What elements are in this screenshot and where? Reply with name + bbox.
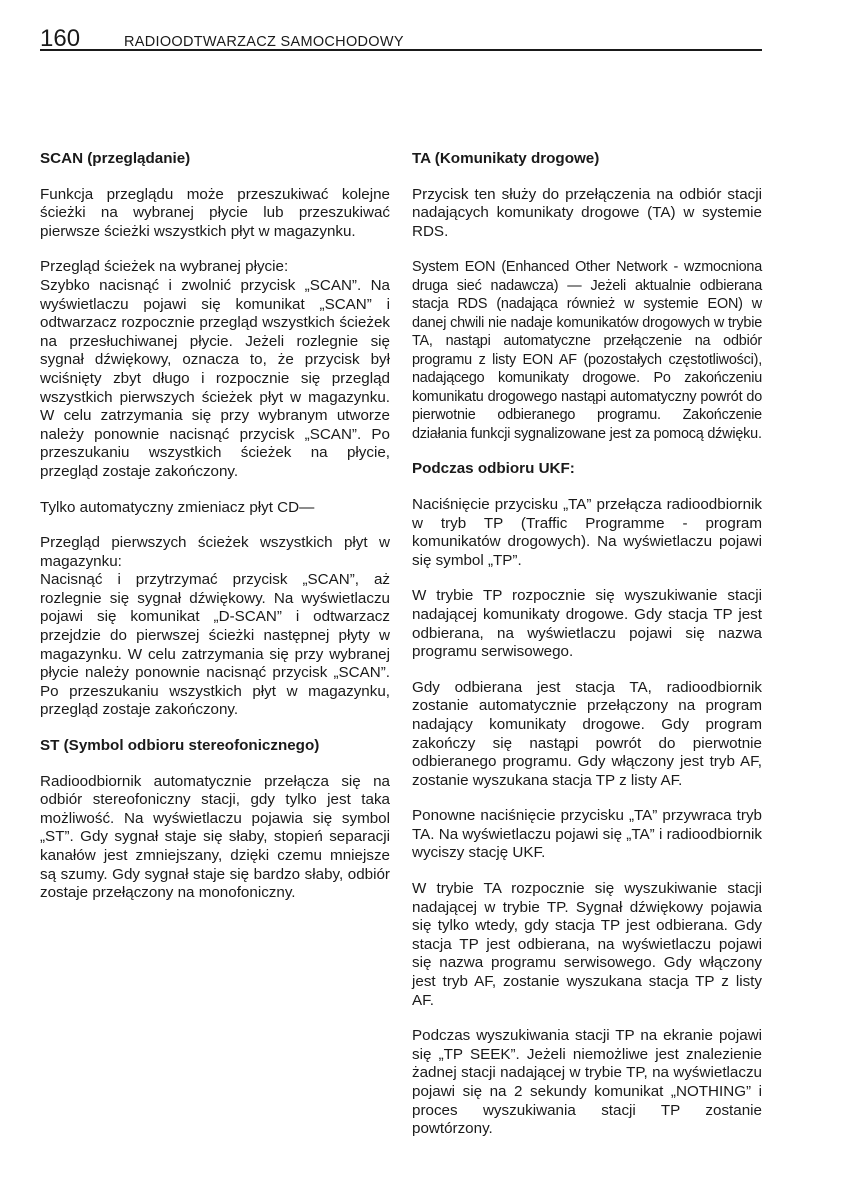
scan-paragraph-2-body: Szybko nacisnąć i zwolnić przycisk „SCAN”. Na wyświetlaczu pojawi się komunikat „SCAN” i odtwarzacz rozpocznie przegląd wszystkich ścieżek na przesłuchiwanej płycie. Jeżeli rozlegnie się sygnał dźwiękowy, oznacza to, że przycisk był wciśnięty zbyt długo i rozpocznie się przegląd wszystkich pierwszych ścieżek płyt w magazynku. W celu zatrzymania się przy wybranym utworze należy ponownie nacisnąć przycisk „SCAN”. Po przeszukaniu wszystkich ścieżek na płycie, przegląd zostaje zakończony. bbox=[40, 276, 390, 480]
running-title: RADIOODTWARZACZ SAMOCHODOWY bbox=[124, 34, 404, 50]
st-heading: ST (Symbol odbioru stereofonicznego) bbox=[40, 737, 320, 755]
eon-paragraph: System EON (Enhanced Other Network - wzmocniona druga sieć nadawcza) — Jeżeli aktualnie odbierana stacja RDS (nadająca również w systemie EON) w danej chwili nie nadaje komunikatów drogowych w trybie TA, nastąpi automatyczne przełączenie na odbiór programu z listy EON AF (pozostałych częstotliwości), nadającego komunikaty drogowe. Po zakończeniu komunikatu drogowego nastąpi automatyczny powrót do pierwotnie odbieranego programu. Zakończenie działania funkcji sygnalizowane jest za pomocą dźwięku. bbox=[412, 259, 762, 442]
ukf-paragraph-1: Naciśnięcie przycisku „TA” przełącza radioodbiornik w tryb TP (Traffic Programme - program komunikatów drogowych). Na wyświetlaczu pojawi się symbol „TP”. bbox=[412, 495, 762, 569]
scan-paragraph-4-title: Przegląd pierwszych ścieżek wszystkich płyt w magazynku: bbox=[40, 534, 390, 570]
header-rule bbox=[40, 49, 762, 51]
st-paragraph: Radioodbiornik automatycznie przełącza się na odbiór stereofoniczny stacji, gdy tylko jest taka możliwość. Na wyświetlaczu pojawia się symbol „ST”. Gdy sygnał staje się słaby, stopień separacji kanałów jest zmniejszany, dzięki czemu mniejsze są szumy. Gdy sygnał staje się bardzo słaby, odbiór zostaje przełączony na monofoniczny. bbox=[40, 772, 390, 902]
scan-paragraph-2-title: Przegląd ścieżek na wybranej płycie: bbox=[40, 258, 289, 276]
page-number: 160 bbox=[40, 25, 81, 52]
scan-paragraph-2 bbox=[40, 258, 390, 481]
scan-paragraph-4 bbox=[40, 534, 390, 720]
scan-paragraph-3: Tylko automatyczny zmieniacz płyt CD— bbox=[40, 498, 315, 516]
right-column bbox=[412, 150, 762, 1156]
ukf-paragraph-2: W trybie TP rozpocznie się wyszukiwanie stacji nadającej komunikaty drogowe. Gdy stacja TP jest odbierana, na wyświetlaczu pojawi się nazwa programu serwisowego. bbox=[412, 587, 762, 661]
page-header bbox=[40, 25, 762, 52]
ta-paragraph-1: Przycisk ten służy do przełączenia na odbiór stacji nadających komunikaty drogowe (TA) w systemie RDS. bbox=[412, 185, 762, 240]
left-column bbox=[40, 150, 390, 920]
scan-paragraph-4-body: Nacisnąć i przytrzymać przycisk „SCAN”, aż rozlegnie się sygnał dźwiękowy. Na wyświetlaczu pojawi się komunikat „D-SCAN” i odtwarzacz przejdzie do pierwszej ścieżki następnej płyty w magazynku. W celu zatrzymania się przy wybranej płycie należy ponownie nacisnąć przycisk „SCAN”. Po przeszukaniu wszystkich płyt w magazynku, przegląd zostaje zakończony. bbox=[40, 571, 390, 719]
ukf-paragraph-5: W trybie TA rozpocznie się wyszukiwanie stacji nadającej w trybie TP. Sygnał dźwiękowy pojawia się tylko wtedy, gdy stacja TP jest odbierana. Gdy stacja TP jest odbierana, na wyświetlaczu pojawi się nazwa programu serwisowego. Gdy włączony jest tryb AF, zostanie wyszukana stacja TP z listy AF. bbox=[412, 880, 762, 1009]
ta-heading: TA (Komunikaty drogowe) bbox=[412, 150, 600, 167]
scan-paragraph-1: Funkcja przeglądu może przeszukiwać kolejne ścieżki na wybranej płycie lub przeszukiwać pierwsze ścieżki wszystkich płyt w magazynku. bbox=[40, 185, 390, 240]
ukf-heading: Podczas odbioru UKF: bbox=[412, 460, 575, 478]
ukf-paragraph-3: Gdy odbierana jest stacja TA, radioodbiornik zostanie automatycznie przełączony na program nadający komunikaty drogowe. Gdy program zakończy się nastąpi powrót do pierwotnie odbieranego programu. Gdy włączony jest tryb AF, zostanie wyszukana stacja TP z listy AF. bbox=[412, 678, 762, 789]
ukf-paragraph-4: Ponowne naciśnięcie przycisku „TA” przywraca tryb TA. Na wyświetlaczu pojawi się „TA” i radioodbiornik wyciszy stację UKF. bbox=[412, 807, 762, 862]
scan-heading: SCAN (przeglądanie) bbox=[40, 150, 191, 167]
ukf-paragraph-6: Podczas wyszukiwania stacji TP na ekranie pojawi się „TP SEEK”. Jeżeli niemożliwe jest znalezienie żadnej stacji nadającej w trybie TP, na wyświetlaczu pojawi się na 2 sekundy komunikat „NOTHING” i proces wyszukiwania stacji TP zostanie powtórzony. bbox=[412, 1027, 762, 1138]
